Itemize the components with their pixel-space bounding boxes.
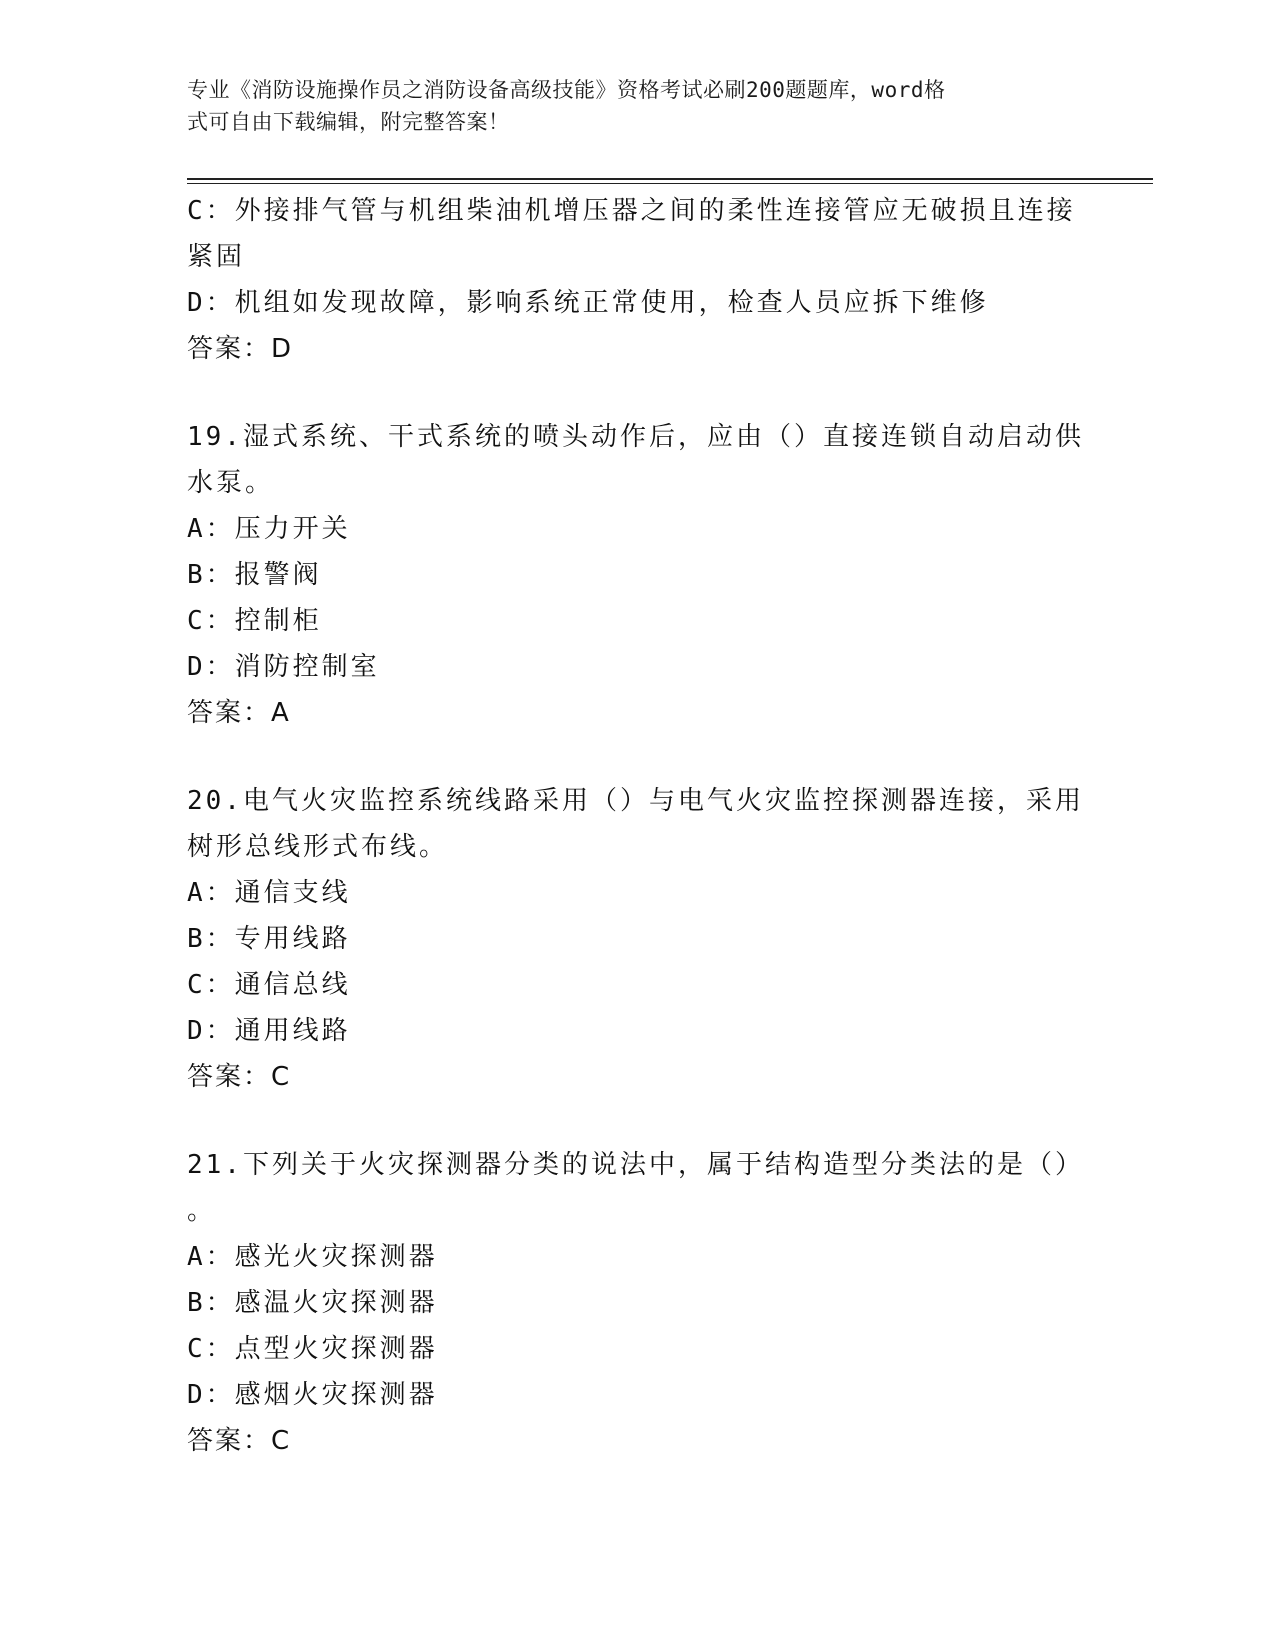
answer-label: 答案：D (187, 334, 294, 364)
option-d: D：消防控制室 (187, 652, 380, 682)
document-header (187, 74, 1067, 138)
option-a: A：通信支线 (187, 878, 351, 908)
option-d: D：感烟火灾探测器 (187, 1380, 438, 1410)
option-b: B：专用线路 (187, 924, 351, 954)
option-c: C：通信总线 (187, 970, 351, 1000)
question-stem-line-1: 19.湿式系统、干式系统的喷头动作后，应由（）直接连锁自动启动供 (187, 422, 1084, 452)
answer-label: 答案：C (187, 1062, 292, 1092)
question-stem-line-2: 。 (187, 1196, 217, 1226)
question-list (187, 188, 1087, 1464)
option-c-line-1: C：外接排气管与机组柴油机增压器之间的柔性连接管应无破损且连接 (187, 196, 1076, 226)
question-21 (187, 1142, 1087, 1464)
previous-question-tail (187, 188, 1087, 372)
option-b: B：感温火灾探测器 (187, 1288, 438, 1318)
option-c: C：点型火灾探测器 (187, 1334, 438, 1364)
option-c-line-2: 紧固 (187, 242, 246, 272)
option-d: D：通用线路 (187, 1016, 351, 1046)
option-a: A：感光火灾探测器 (187, 1242, 438, 1272)
question-stem-line-2: 树形总线形式布线。 (187, 832, 449, 862)
option-a: A：压力开关 (187, 514, 351, 544)
question-stem-line-1: 21.下列关于火灾探测器分类的说法中，属于结构造型分类法的是（） (187, 1150, 1084, 1180)
question-stem-line-1: 20.电气火灾监控系统线路采用（）与电气火灾监控探测器连接，采用 (187, 786, 1084, 816)
answer-label: 答案：C (187, 1426, 292, 1456)
header-divider-thick (187, 178, 1153, 180)
question-19 (187, 414, 1087, 736)
option-b: B：报警阀 (187, 560, 322, 590)
header-line-1: 专业《消防设施操作员之消防设备高级技能》资格考试必刷200题题库，word格 (187, 78, 946, 102)
question-stem-line-2: 水泵。 (187, 468, 275, 498)
question-20 (187, 778, 1087, 1100)
header-line-2: 式可自由下载编辑，附完整答案！ (187, 110, 510, 134)
answer-label: 答案：A (187, 698, 291, 728)
header-divider-thin (187, 183, 1153, 184)
option-d: D：机组如发现故障，影响系统正常使用，检查人员应拆下维修 (187, 288, 989, 318)
option-c: C：控制柜 (187, 606, 322, 636)
